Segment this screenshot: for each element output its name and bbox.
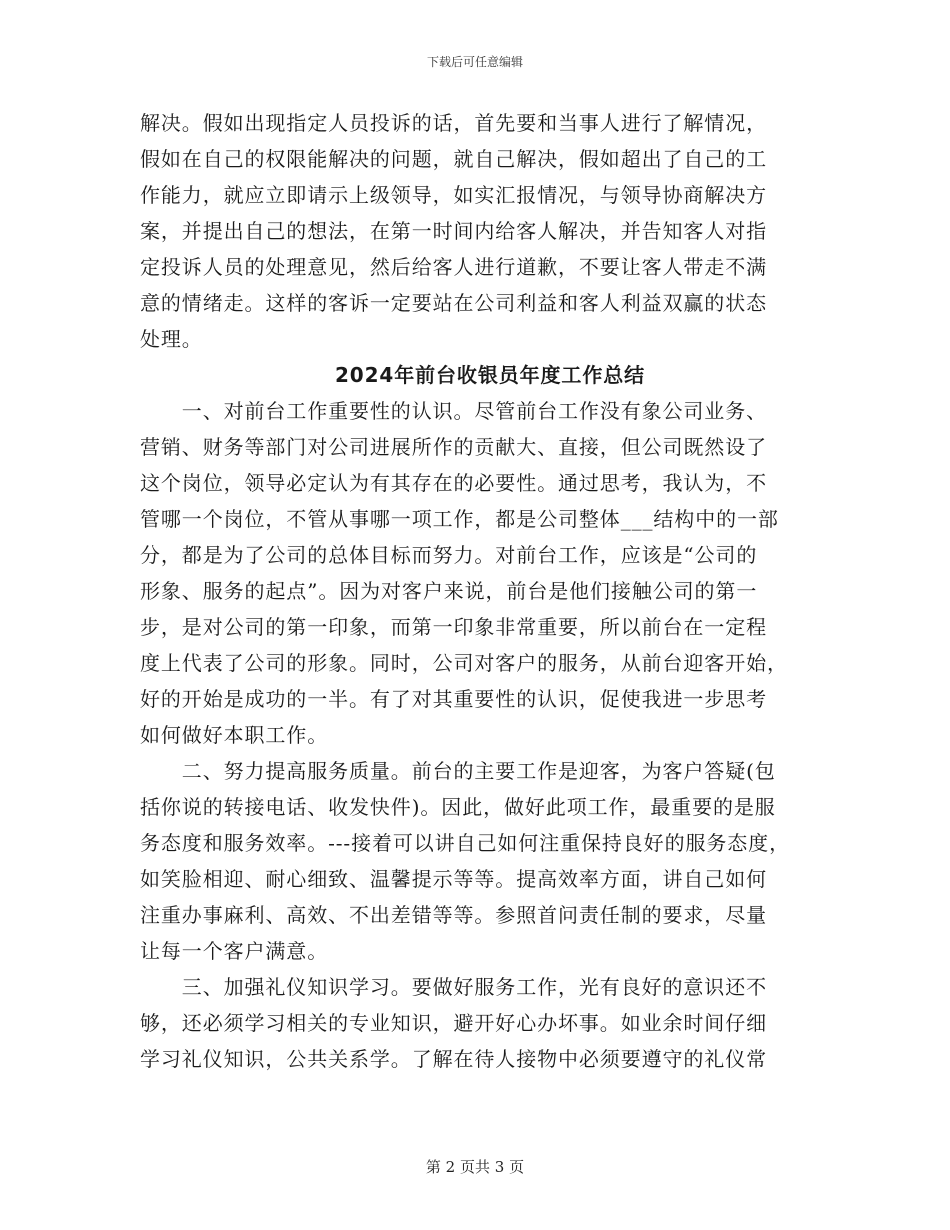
text-line: 定投诉人员的处理意见，然后给客人进行道歉，不要让客人带走不满 (140, 255, 767, 279)
text-line: 二、努力提高服务质量。前台的主要工作是迎客，为客户答疑(包 (140, 759, 776, 783)
text-line: 如笑脸相迎、耐心细致、温馨提示等等。提高效率方面，讲自己如何 (140, 867, 767, 891)
text-line: 让每一个客户满意。 (140, 939, 329, 963)
text-line: 管哪一个岗位，不管从事哪一项工作，都是公司整体___结构中的一部 (140, 507, 779, 531)
page-header: 下载后可任意编辑 (426, 55, 523, 69)
text-line: 营销、财务等部门对公司进展所作的贡献大、直接，但公司既然设了 (140, 435, 767, 459)
text-line: 度上代表了公司的形象。同时，公司对客户的服务，从前台迎客开始， (140, 651, 788, 675)
text-line: 假如在自己的权限能解决的问题，就自己解决，假如超出了自己的工 (140, 147, 767, 171)
text-line: 括你说的转接电话、收发快件)。因此，做好此项工作，最重要的是服 (140, 795, 776, 819)
text-line: 分，都是为了公司的总体目标而努力。对前台工作，应该是“公司的 (140, 543, 758, 567)
text-line: 一、对前台工作重要性的认识。尽管前台工作没有象公司业务、 (140, 399, 767, 423)
text-line: 三、加强礼仪知识学习。要做好服务工作，光有良好的意识还不 (140, 975, 767, 999)
text-line: 步，是对公司的第一印象，而第一印象非常重要，所以前台在一定程 (140, 615, 767, 639)
text-line: 这个岗位，领导必定认为有其存在的必要性。通过思考，我认为，不 (140, 471, 767, 495)
text-line: 形象、服务的起点”。因为对客户来说，前台是他们接触公司的第一 (140, 579, 758, 603)
section-title: 2024年前台收银员年度工作总结 (334, 363, 646, 387)
text-line: 够，还必须学习相关的专业知识，避开好心办坏事。如业余时间仔细 (140, 1011, 767, 1035)
text-line: 作能力，就应立即请示上级领导，如实汇报情况，与领导协商解决方 (140, 183, 767, 207)
text-line: 务态度和服务效率。---接着可以讲自己如何注重保持良好的服务态度， (140, 831, 790, 855)
page-footer: 第 2 页共 3 页 (425, 1158, 525, 1176)
text-line: 好的开始是成功的一半。有了对其重要性的认识，促使我进一步思考 (140, 687, 767, 711)
text-line: 处理。 (140, 327, 203, 351)
text-line: 学习礼仪知识，公共关系学。了解在待人接物中必须要遵守的礼仪常 (140, 1047, 767, 1071)
text-line: 如何做好本职工作。 (140, 723, 329, 747)
text-line: 注重办事麻利、高效、不出差错等等。参照首问责任制的要求，尽量 (140, 903, 767, 927)
text-line: 案，并提出自己的想法，在第一时间内给客人解决，并告知客人对指 (140, 219, 767, 243)
document-body (140, 105, 820, 1077)
text-line: 意的情绪走。这样的客诉一定要站在公司利益和客人利益双赢的状态 (140, 291, 767, 315)
text-line: 解决。假如出现指定人员投诉的话，首先要和当事人进行了解情况， (140, 111, 767, 135)
